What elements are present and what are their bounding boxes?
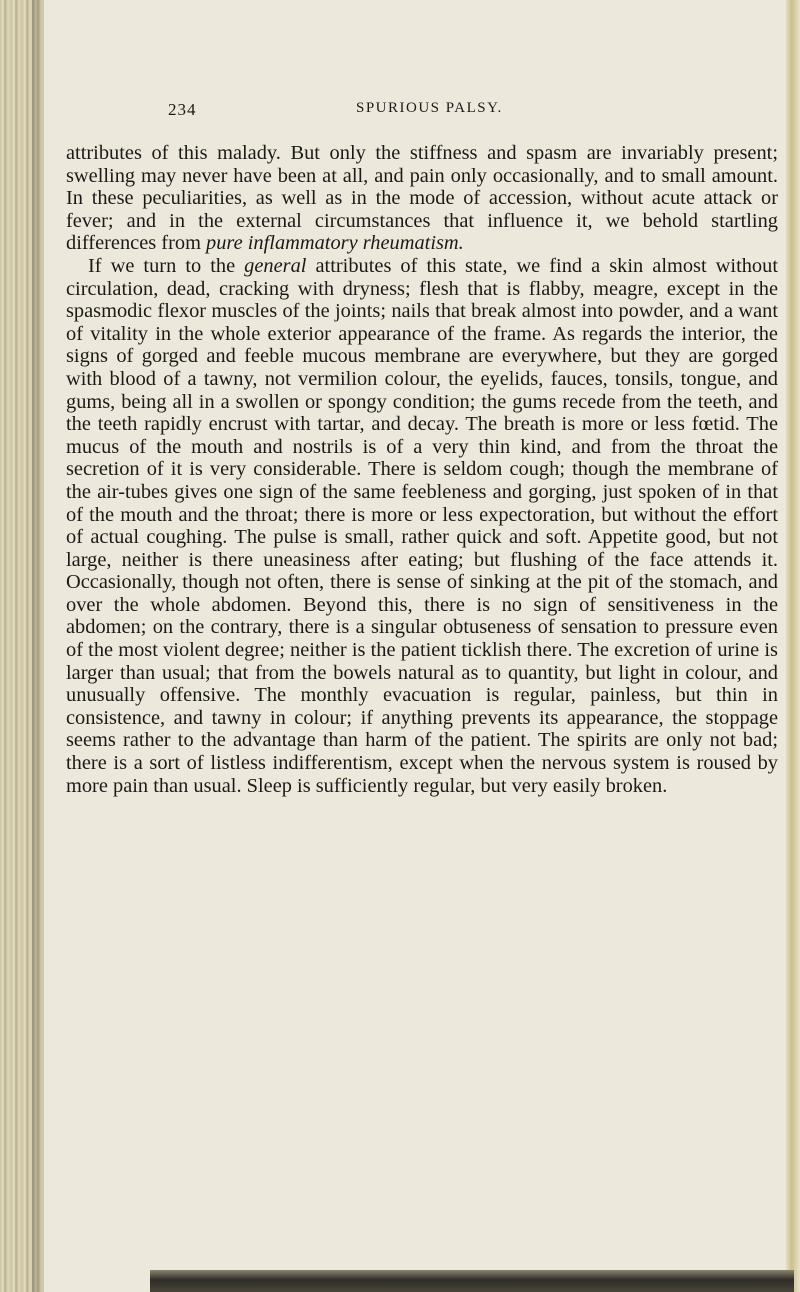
paragraph-text: attributes of this state, we find a skin almost without circulation, dead, cracking with dryness; flesh that is flabby, meagre, except in the spasmodic flexor muscles of the joints; nails that break almost into powder, and a want of vitality in the whole exterior appearance of the frame. As regards the interior, the signs of gorged and feeble mucous membrane are everywhere, but they are gorged with blood of a tawny, not vermilion colour, the eyelids, fauces, tonsils, tongue, and gums, being all in a swollen or spongy condition; the gums recede from the teeth, and the teeth rapidly encrust with tartar, and decay. The breath is more or less fœtid. The mucus of the mouth and nostrils is of a very thin kind, and from the throat the secretion of it is very considerable. There is seldom cough; though the membrane of the air-tubes gives one sign of the same feebleness and gorging, just spoken of in that of the mouth and the throat; there is more or less expectoration, but without the effort of actual coughing. The pulse is small, rather quick and soft. Appetite good, but not large, neither is there uneasiness after eating; but flushing of the face attends it. Occasionally, though not often, there is sense of sinking at the pit of the stomach, and over the whole abdomen. Beyond this, there is no sign of sensitiveness in the abdomen; on the contrary, there is a singular obtuseness of sensation to pressure even of the most violent degree; neither is the patient ticklish there. The excretion of urine is larger than usual; that from the bowels natural as to quantity, but light in colour, and unusually offensive. The monthly evacuation is regular, painless, but thin in consistence, and tawny in colour; if anything prevents its appearance, the stoppage seems rather to the advantage than harm of the patient. The spirits are only not bad; there is a sort of listless indifferentism, except when the nervous system is roused by more pain than usual. Sleep is sufficiently regular, but very easily broken.: [66, 254, 778, 797]
paragraph-text: If we turn to the: [88, 254, 245, 277]
italic-phrase: pure inflammatory rheumatism.: [206, 232, 464, 255]
paragraph: [66, 255, 778, 797]
paragraph-text: attributes of this malady. But only the stiffness and spasm are invariably present; swelling may never have been at all, and pain only occasionally, and to small amount. In these peculiarities, as well as in the mode of accession, without acute attack or fever; and in the external circumstances that influence it, we behold startling differences from: [66, 142, 778, 255]
book-edge-right: [786, 0, 800, 1292]
book-edge-bottom: [150, 1270, 794, 1292]
page-number: 234: [168, 100, 197, 119]
running-head: [64, 100, 786, 124]
running-title: SPURIOUS PALSY.: [356, 100, 503, 116]
book-gutter-left: [0, 0, 44, 1292]
book-page: [64, 100, 786, 1260]
body-text: [64, 142, 778, 797]
italic-word: general: [244, 254, 307, 277]
paragraph: [66, 142, 778, 255]
